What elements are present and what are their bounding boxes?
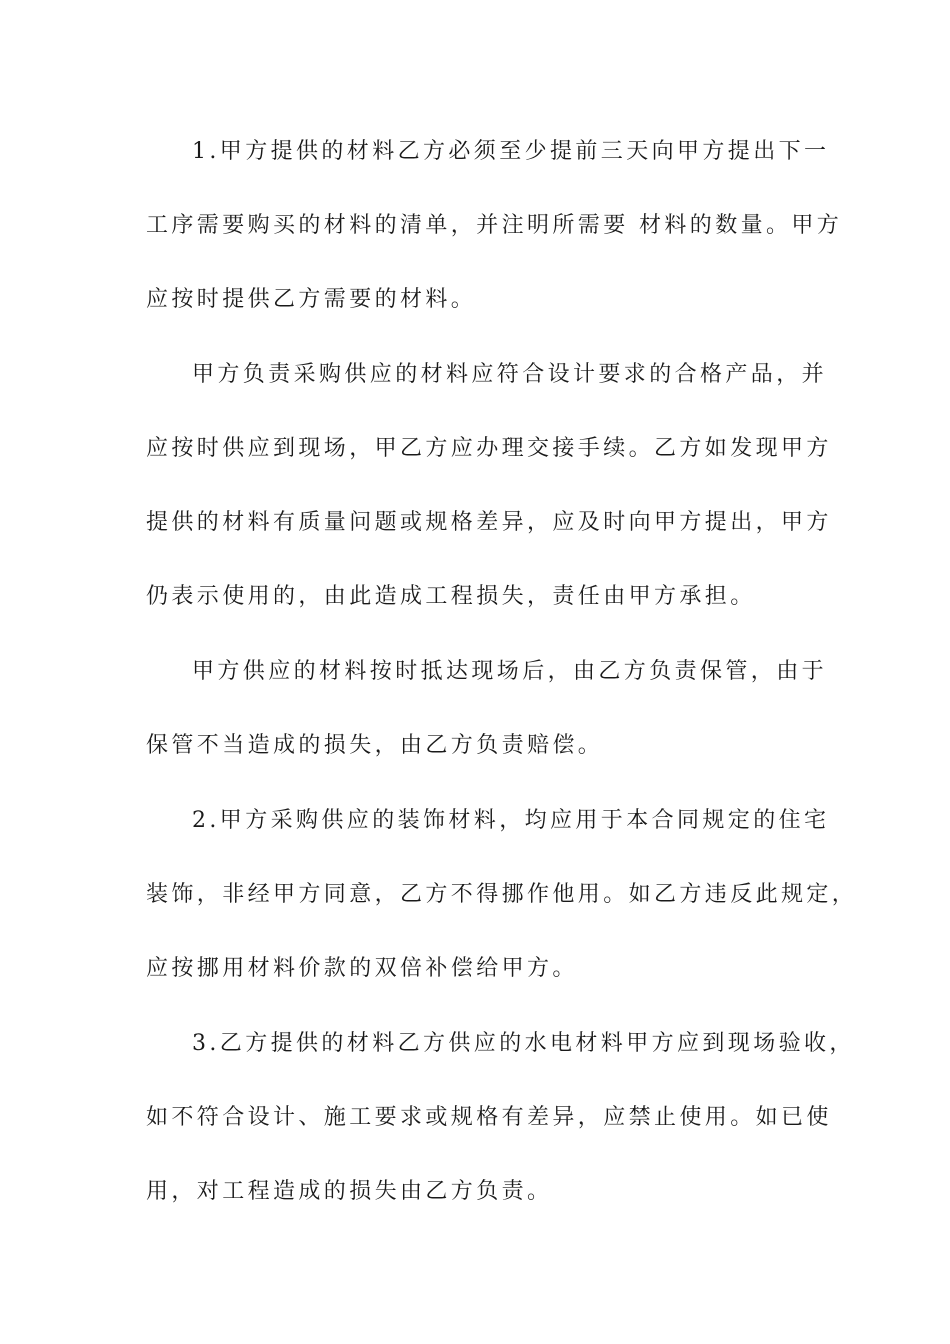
- paragraph-line: 用，对工程造成的损失由乙方负责。: [146, 1179, 553, 1204]
- paragraph-line: 1.甲方提供的材料乙方必须至少提前三天向甲方提出下一: [192, 139, 830, 164]
- paragraph-line: 2.甲方采购供应的装饰材料，均应用于本合同规定的住宅: [192, 808, 830, 833]
- paragraph-line: 如不符合设计、施工要求或规格有差异，应禁止使用。如已使: [146, 1105, 832, 1130]
- paragraph-line: 应按时供应到现场，甲乙方应办理交接手续。乙方如发现甲方: [146, 436, 832, 461]
- paragraph-line: 仍表示使用的，由此造成工程损失，责任由甲方承担。: [146, 584, 756, 609]
- paragraph-line: 提供的材料有质量问题或规格差异，应及时向甲方提出，甲方: [146, 510, 832, 535]
- paragraph-line: 保管不当造成的损失，由乙方负责赔偿。: [146, 733, 604, 758]
- paragraph-line: 3.乙方提供的材料乙方供应的水电材料甲方应到现场验收，: [192, 1031, 855, 1056]
- paragraph-line: 工序需要购买的材料的清单，并注明所需要 材料的数量。甲方: [146, 213, 843, 238]
- paragraph-line: 装饰，非经甲方同意，乙方不得挪作他用。如乙方违反此规定，: [146, 882, 858, 907]
- paragraph-line: 应按挪用材料价款的双倍补偿给甲方。: [146, 956, 578, 981]
- paragraph-line: 甲方负责采购供应的材料应符合设计要求的合格产品，并: [192, 362, 828, 387]
- paragraph-line: 甲方供应的材料按时抵达现场后，由乙方负责保管，由于: [192, 659, 828, 684]
- paragraph-line: 应按时提供乙方需要的材料。: [146, 287, 477, 312]
